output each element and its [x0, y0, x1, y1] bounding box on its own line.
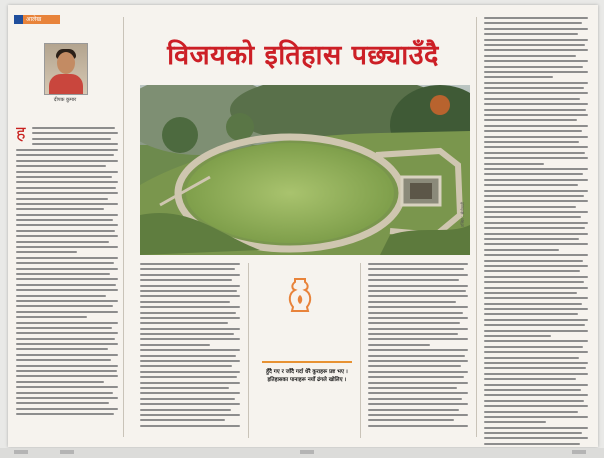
author-photo [44, 43, 88, 95]
newspaper-page [8, 5, 598, 447]
body-text-block [140, 263, 240, 430]
column-divider [360, 263, 361, 438]
body-text-block [368, 263, 468, 430]
vase-icon [286, 277, 314, 313]
headline: विजयको इतिहास पछ्याउँदै [167, 40, 439, 71]
author-name: दीपक कुमार [53, 97, 77, 103]
viewer-bottom-bar [0, 448, 604, 458]
column-divider [476, 17, 477, 437]
pull-quote: हुँदै गए र जाँदै गर्दा धेरै कुराहरू प्रष्ट भए । इतिहासका पानाहरू नयाँ ढंगले खोलिए । [266, 369, 348, 383]
left-column [14, 15, 120, 440]
pull-quote-rule [262, 361, 352, 363]
dropcap: ह [16, 123, 26, 144]
column-divider [248, 263, 249, 438]
body-text-block [16, 149, 118, 419]
section-tag: आलेख [14, 15, 60, 24]
fort-aerial-photo [140, 85, 470, 255]
column-divider [123, 17, 124, 437]
body-text-block [484, 17, 588, 447]
photo-credit: तस्बिर : सेतोपाटी [460, 201, 465, 227]
body-text-block [32, 127, 118, 149]
